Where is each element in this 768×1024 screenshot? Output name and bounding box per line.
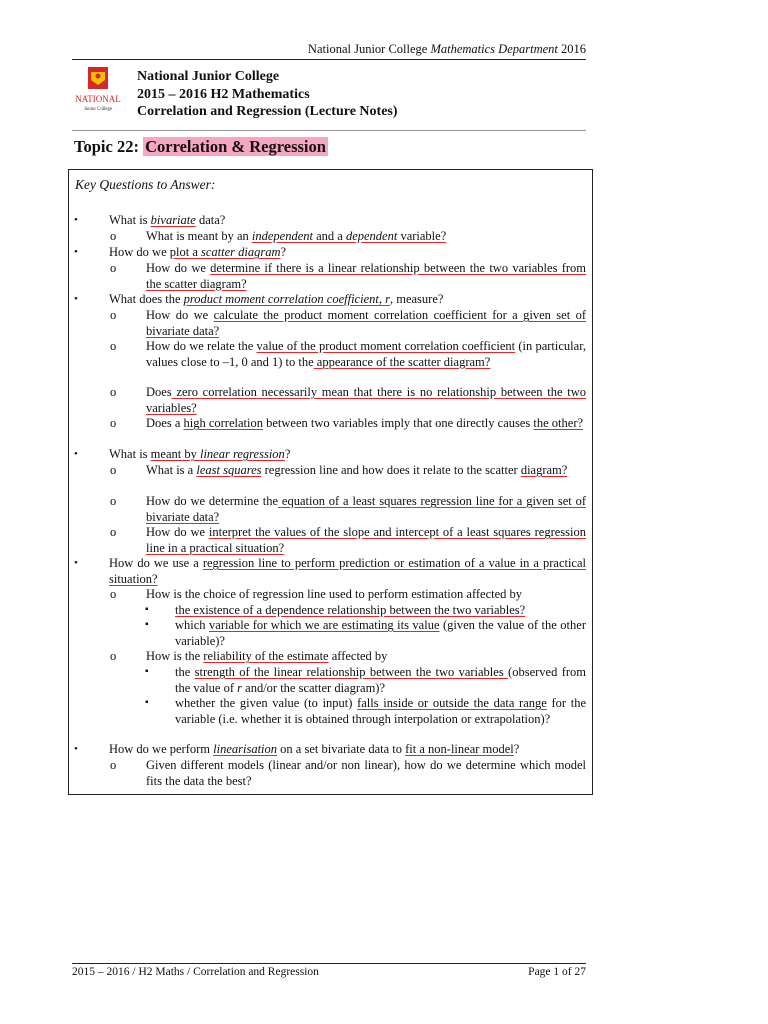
circle-marker: o [110,385,117,399]
circle-marker: o [110,649,117,663]
list-item: • What is meant by linear regression? [74,447,291,461]
list-item: • What is bivariate data? [74,213,226,227]
bullet-marker: • [74,743,78,755]
running-header: National Junior College Mathematics Department 2016 [307,42,586,56]
title-block [137,68,398,121]
list-item: o What is a least squares regression line and how does it relate to the scatter diagram? [110,463,568,477]
college-name: National Junior College [137,69,280,84]
key-questions-heading: Key Questions to Answer: [75,177,216,192]
bullet-marker: • [74,214,78,226]
list-item: o Given different models (linear and/or non linear), how do we determine which model fits the data the best? [110,758,586,788]
list-item: • How do we perform linearisation on a set bivariate data to fit a non-linear model? [74,742,520,756]
header-rule [72,59,586,60]
footer-course: 2015 – 2016 / H2 Maths / Correlation and Regression [72,966,319,978]
circle-marker: o [110,229,117,243]
notes-title: Correlation and Regression (Lecture Notes) [137,104,398,119]
bullet-marker: • [74,246,78,258]
circle-marker: o [110,339,117,353]
topic-name-highlight: Correlation & Regression [145,137,326,156]
circle-marker: o [110,525,117,539]
list-item: o How do we relate the value of the product moment correlation coefficient (in particular, values close to –1, 0 and 1) to the appearance of the scatter diagram? [110,339,586,369]
circle-marker: o [110,261,117,275]
list-item: o What is meant by an independent and a dependent variable? [110,229,447,243]
footer-rule [72,963,586,964]
list-item: ▪ the existence of a dependence relationship between the two variables? [145,603,526,617]
list-item: • How do we plot a scatter diagram? [74,245,287,259]
title-rule [72,130,586,131]
list-item: • What does the product moment correlation coefficient, r, measure? [74,292,444,306]
circle-marker: o [110,758,117,772]
square-marker: ▪ [145,619,149,630]
square-marker: ▪ [145,666,149,677]
course-line: 2015 – 2016 H2 Mathematics [137,86,310,102]
square-marker: ▪ [145,697,149,708]
list-item: ▪ the strength of the linear relationship between the two variables (observed from the value of r and/or the scatter diagram)? [145,665,586,695]
list-item: o How is the reliability of the estimate affected by [110,649,388,663]
list-item: o Does zero correlation necessarily mean that there is no relationship between the two variables? [110,385,586,415]
circle-marker: o [110,587,117,601]
list-item: o How is the choice of regression line used to perform estimation affected by [110,587,523,601]
list-item: o How do we calculate the product moment correlation coefficient for a given set of bivariate data? [110,308,586,338]
list-item: o How do we determine if there is a linear relationship between the two variables from the scatter diagram? [110,261,586,291]
school-logo [72,66,124,120]
logo-word-national: NATIONAL [75,94,121,104]
circle-marker: o [110,416,117,430]
list-item: ▪ which variable for which we are estimating its value (given the value of the other variable)? [145,618,586,648]
bullet-marker: • [74,448,78,460]
circle-marker: o [110,308,117,322]
list-item: o How do we interpret the values of the slope and intercept of a least squares regression line in a practical situation? [110,525,586,555]
circle-marker: o [110,494,117,508]
square-marker: ▪ [145,604,149,615]
list-item: o Does a high correlation between two variables imply that one directly causes the other? [110,416,584,430]
topic-heading: Topic 22: Correlation & Regression [74,137,326,156]
list-item: ▪ whether the given value (to input) falls inside or outside the data range for the variable (i.e. whether it is obtained through interpolation or extrapolation)? [145,696,586,726]
page-number: Page 1 of 27 [528,966,586,978]
list-item: • How do we use a regression line to perform prediction or estimation of a value in a practical situation? [74,556,587,586]
key-questions-box [68,169,593,795]
logo-word-junior-college: Junior College [83,107,113,112]
circle-marker: o [110,463,117,477]
bullet-marker: • [74,557,78,569]
bullet-marker: • [74,293,78,305]
list-item: o How do we determine the equation of a least squares regression line for a given set of bivariate data? [110,494,586,524]
